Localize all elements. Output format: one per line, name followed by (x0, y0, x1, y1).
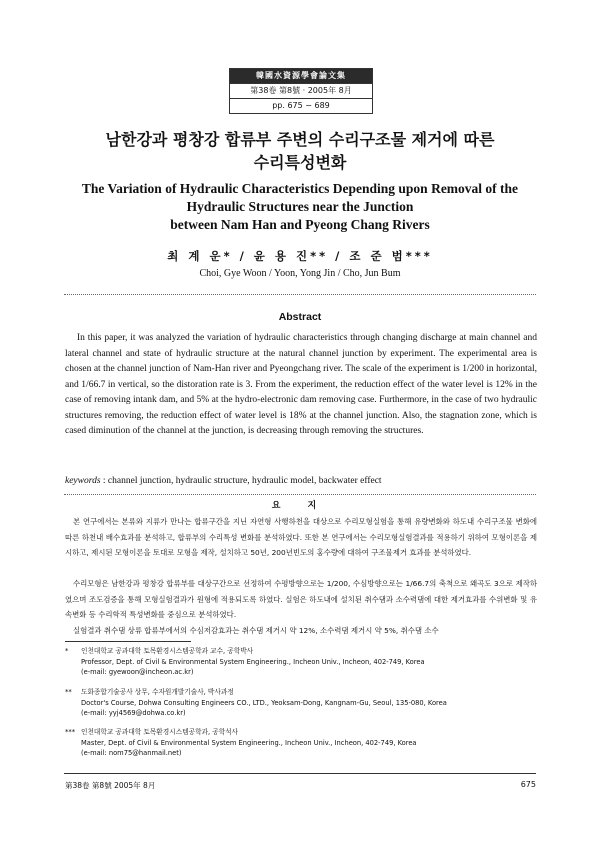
abstract-text: In this paper, it was analyzed the variation of hydraulic characteristics through changing discharge at main channel and lateral channel and state of hydraulic structure at the natural channel junction by experiment. The experimental area is chosen at the channel junction of Nam-Han river and Pyeongchang river. The scale of the experiment is 1/200 in horizontal, and 1/66.7 in vertical, so the distoration rate is 3. From the experiment, the reduction effect of the water level is 12% in the case of removing intank dam, and 5% at the hydro-electronic dam removing case. Furthermore, in the case of two hydraulic structures removing, the reduction effect of water level is 18% at the channel junction. Also, the stagnation zone, which is cased diminution of the channel at the junction, is decreasing through removing the structures. (65, 333, 537, 436)
footnote-line: Professor, Dept. of Civil & Environmental System Engineering., Incheon Univ., Incheon, 402-749, Korea (81, 657, 425, 666)
title-korean (0, 128, 600, 174)
journal-name: 韓國水資源學會論文集 (230, 69, 372, 83)
footer-journal-issue: 第38卷 第8號 2005年 8月 (65, 781, 156, 790)
keywords-label: keywords (65, 476, 101, 486)
footnote-line: 인천대학교 공과대학 토목환경시스템공학과, 공학석사 (81, 728, 239, 736)
divider (64, 294, 536, 295)
footer-rule (64, 773, 536, 774)
authors-korean: 최 계 운* / 윤 용 진** / 조 준 범*** (167, 249, 433, 263)
footnote-rule (65, 641, 191, 642)
footnote-line: 도화종합기술공사 상무, 수자원개발기술사, 박사과정 (81, 688, 234, 696)
title-english (0, 180, 600, 234)
title-english-line-1: The Variation of Hydraulic Characteristics Depending upon Removal of the (81, 181, 519, 196)
footnote-line: Doctor's Course, Dohwa Consulting Engineers CO., LTD., Yeoksam-Dong, Kangnam-Gu, Seoul, 135-080, Korea (81, 698, 447, 707)
yoji-paragraph-1: 본 연구에서는 본류와 지류가 만나는 합류구간을 지닌 자연형 사행하천을 대상으로 수리모형실험을 통해 유량변화와 하도내 수리구조물 변화에 따른 하천내 배수효과를 분석하고, 합류부의 수리특성 변화를 분석하였다. 또한 본 연구에서는 수리모형실험결과를 적용하기 위하여 모형이론을 제시하고, 제시된 모형이론을 토대로 모형을 제작, 설치하고 50년, 200년빈도의 홍수량에 대하여 구조물제거 효과를 분석하였다. (65, 517, 537, 557)
journal-issue: 第38卷 第8號 · 2005年 8月 (230, 83, 372, 98)
footnote-mark: *** (65, 728, 76, 736)
title-korean-line-1: 남한강과 평창강 합류부 주변의 수리구조물 제거에 따른 (105, 130, 495, 149)
keywords (65, 476, 537, 486)
title-english-line-2: Hydraulic Structures near the Junction (186, 199, 414, 214)
footnote-mark: ** (65, 688, 72, 696)
footnote-line: (e-mail: gyewoon@incheon.ac.kr) (81, 668, 194, 676)
footnote-line: (e-mail: nom75@hanmail.net) (81, 749, 182, 757)
keywords-text: : channel junction, hydraulic structure, hydraulic model, backwater effect (102, 476, 382, 486)
journal-info-box (229, 68, 373, 114)
authors-english: Choi, Gye Woon / Yoon, Yong Jin / Cho, Jun Bum (199, 268, 401, 279)
yoji-paragraph-2: 수리모형은 남한강과 평창강 합류부를 대상구간으로 선정하여 수평방향으로는 1/200, 수심방향으로는 1/66.7의 축척으로 왜곡도 3으로 제작하였으며 조도검증을 통해 모형실험결과가 원형에 적용되도록 하였다. 실험은 하도내에 설치된 취수댐과 소수력댐에 대한 제거효과를 수위변화 및 유속변화 등 수리학적 특성변화를 중심으로 분석하였다. (65, 579, 537, 619)
footnote-line: (e-mail: yyj4569@dohwa.co.kr) (81, 709, 186, 717)
footnote-line: Master, Dept. of Civil & Environmental System Engineering., Incheon Univ., Incheon, 402-749, Korea (81, 738, 417, 747)
abstract-heading: Abstract (278, 311, 322, 323)
title-korean-line-2: 수리특성변화 (253, 153, 347, 172)
footnote-line: 인천대학교 공과대학 토목환경시스템공학과 교수, 공학박사 (81, 647, 254, 655)
yoji-paragraph-3: 실험결과 취수댐 상류 합류부에서의 수심저감효과는 취수댐 제거시 약 12%, 소수력댐 제거시 약 5%, 취수댐 소수 (73, 626, 439, 635)
title-english-line-3: between Nam Han and Pyeong Chang Rivers (170, 217, 430, 232)
journal-pages: pp. 675 − 689 (230, 98, 372, 113)
footnote-mark: * (65, 647, 69, 655)
divider (64, 494, 536, 495)
page-number: 675 (520, 780, 536, 789)
yoji-heading: 요 지 (271, 501, 329, 511)
